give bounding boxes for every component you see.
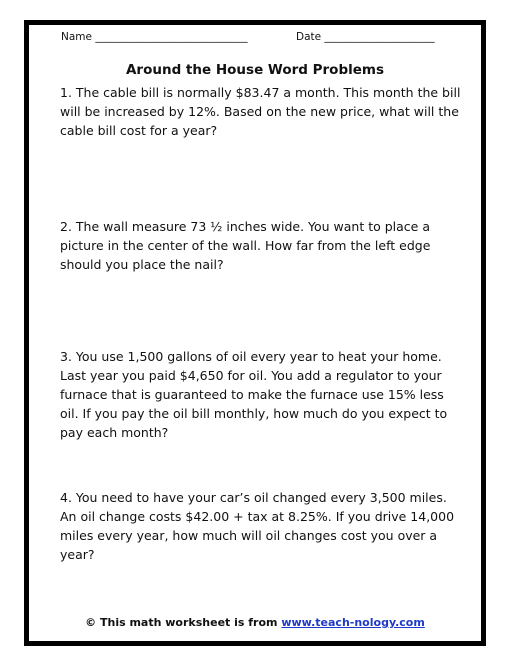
footer xyxy=(0,616,510,629)
footer-link[interactable]: www.teach-nology.com xyxy=(281,616,425,629)
name-field-line: Name _____________________________ xyxy=(61,31,248,43)
problem-3: 3. You use 1,500 gallons of oil every year to heat your home. Last year you paid $4,650 for oil. You add a regulator to your furnace that is guaranteed to make the furnace use 15% less oil. If you pay the oil bill monthly, how much do you expect to pay each month? xyxy=(60,349,448,440)
problem-1: 1. The cable bill is normally $83.47 a month. This month the bill will be increased by 12%. Based on the new price, what will the cable bill cost for a year? xyxy=(60,85,461,138)
worksheet-title: Around the House Word Problems xyxy=(125,62,385,78)
problem-2: 2. The wall measure 73 ½ inches wide. You want to place a picture in the center of the wall. How far from the left edge should you place the nail? xyxy=(60,219,431,272)
date-field-line: Date _____________________ xyxy=(296,31,435,43)
footer-text: © This math worksheet is from xyxy=(85,616,282,629)
problem-4: 4. You need to have your car’s oil changed every 3,500 miles. An oil change costs $42.00 + tax at 8.25%. If you drive 14,000 miles every year, how much will oil changes cost you over a year? xyxy=(60,490,455,562)
